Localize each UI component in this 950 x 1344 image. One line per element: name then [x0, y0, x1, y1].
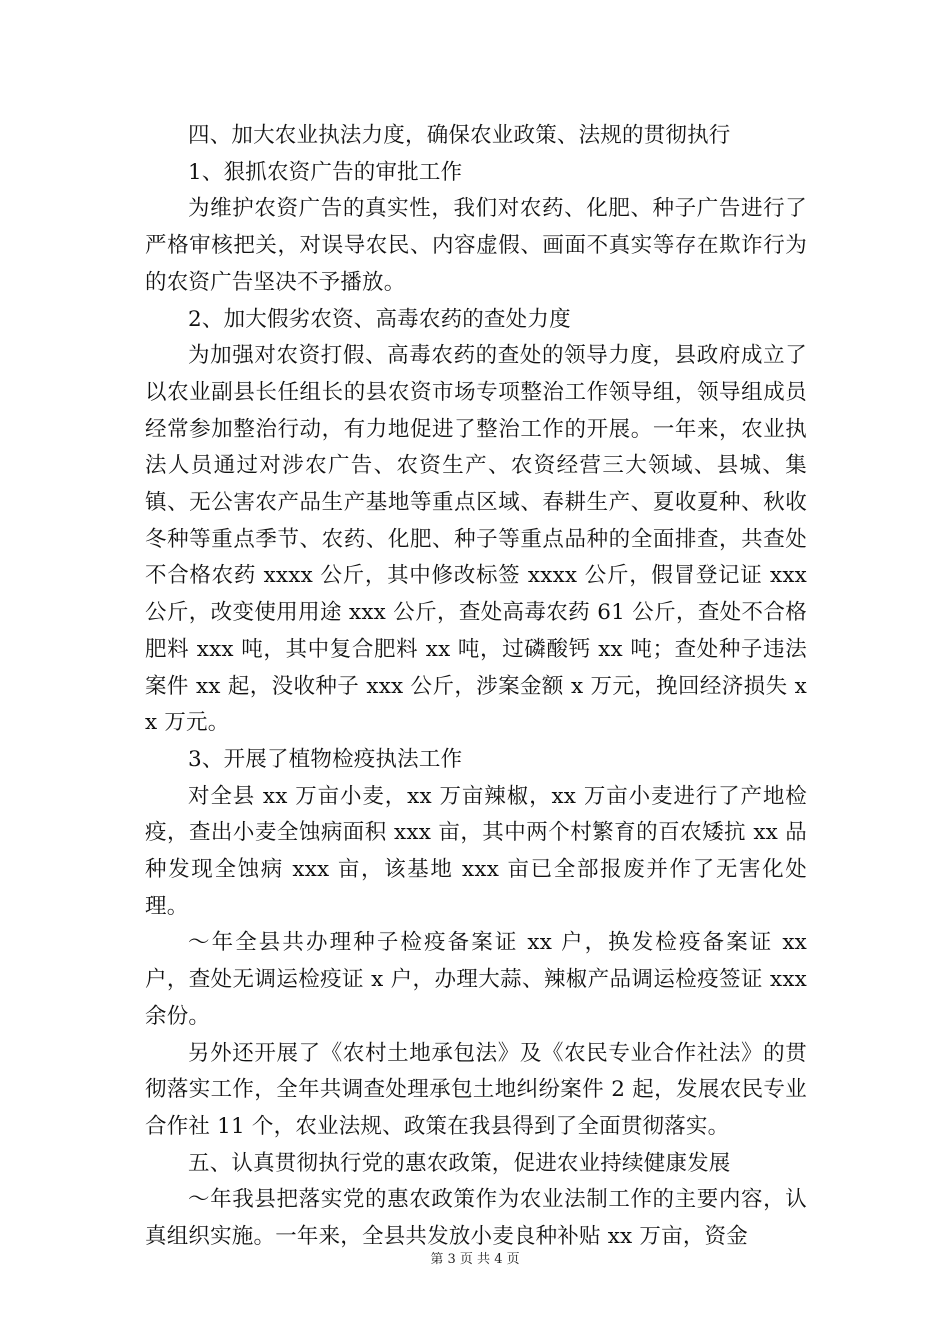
- subheading-ad-approval: 1、狠抓农资广告的审批工作: [188, 159, 463, 185]
- subheading-fake-products: 2、加大假劣农资、高毒农药的查处力度: [188, 306, 571, 332]
- paragraph-quarantine-inspection: 对全县 xx 万亩小麦，xx 万亩辣椒，xx 万亩小麦进行了产地检疫，查出小麦全蚀病面积 xxx 亩，其中两个村繁育的百农矮抗 xx 品种发现全蚀病 xxx 亩，该基地 xxx 亩已全部报废并作了无害化处理。: [145, 783, 807, 919]
- heading-section-5: 五、认真贯彻执行党的惠农政策，促进农业持续健康发展: [188, 1150, 731, 1176]
- subheading-plant-quarantine: 3、开展了植物检疫执法工作: [188, 746, 463, 772]
- paragraph-law-implementation: 另外还开展了《农村土地承包法》及《农民专业合作社法》的贯彻落实工作，全年共调查处理承包土地纠纷案件 2 起，发展农民专业合作社 11 个，农业法规、政策在我县得到了全面贯彻落实。: [145, 1040, 807, 1139]
- paragraph-ad-approval: 为维护农资广告的真实性，我们对农药、化肥、种子广告进行了严格审核把关，对误导农民、内容虚假、画面不真实等存在欺诈行为的农资广告坚决不予播放。: [145, 196, 807, 295]
- document-body: [145, 118, 807, 1256]
- page-footer: [0, 1248, 950, 1267]
- page-number: 第 3 页 共 4 页: [430, 1252, 520, 1267]
- paragraph-quarantine-certificates: ～年全县共办理种子检疫备案证 xx 户，换发检疫备案证 xx 户，查处无调运检疫证 x 户，办理大蒜、辣椒产品调运检疫签证 xxx 余份。: [145, 930, 807, 1029]
- paragraph-fake-products: 为加强对农资打假、高毒农药的查处的领导力度，县政府成立了以农业副县长任组长的县农资市场专项整治工作领导组，领导组成员经常参加整治行动，有力地促进了整治工作的开展。一年来，农业执法人员通过对涉农广告、农资生产、农资经营三大领域、县城、集镇、无公害农产品生产基地等重点区域、春耕生产、夏收夏种、秋收冬种等重点季节、农药、化肥、种子等重点品种的全面排查，共查处不合格农药 xxxx 公斤，其中修改标签 xxxx 公斤，假冒登记证 xxx 公斤，改变使用用途 xxx 公斤，查处高毒农药 61 公斤，查处不合格肥料 xxx 吨，其中复合肥料 xx 吨，过磷酸钙 xx 吨；查处种子违法案件 xx 起，没收种子 xxx 公斤，涉案金额 x 万元，挽回经济损失 xx 万元。: [145, 343, 807, 736]
- heading-section-4: 四、加大农业执法力度，确保农业政策、法规的贯彻执行: [188, 123, 731, 148]
- paragraph-benefit-policies: ～年我县把落实党的惠农政策作为农业法制工作的主要内容，认真组织实施。一年来，全县共发放小麦良种补贴 xx 万亩，资金: [145, 1187, 807, 1250]
